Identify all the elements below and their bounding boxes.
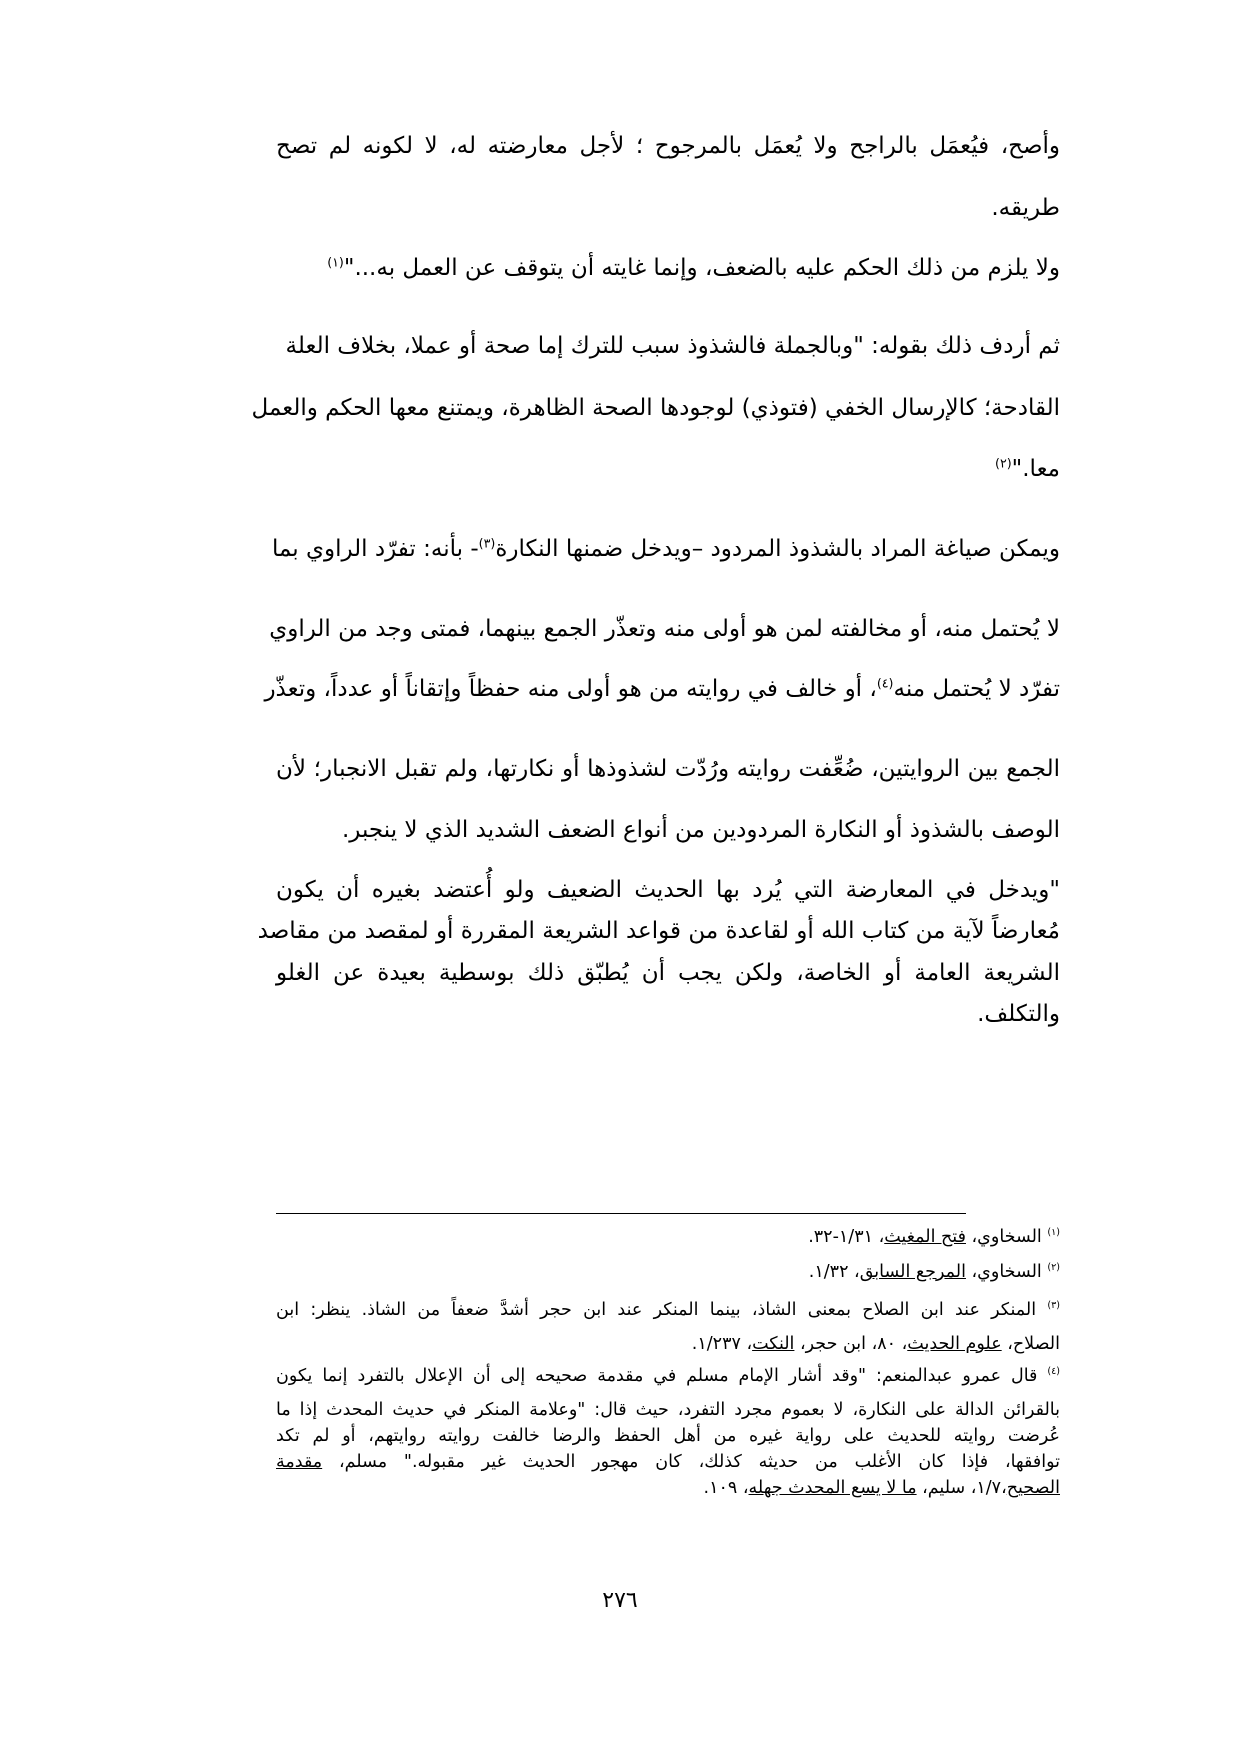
footnote-text: ، ١/٣٢. xyxy=(808,1262,860,1282)
footnote-ref: (٢) xyxy=(995,455,1012,471)
footnote-text: المنكر عند ابن الصلاح بمعنى الشاذ، بينما المنكر عند ابن حجر أشدَّ ضعفاً من الشاذ. ينظر: ابن xyxy=(276,1300,1048,1320)
footnote-4-line xyxy=(276,1452,1060,1472)
body-line xyxy=(327,254,1060,281)
footnote-text: ،١/٧، سليم، xyxy=(916,1478,1007,1498)
footnote-separator xyxy=(276,1213,966,1214)
quote-line: "ويدخل في المعارضة التي يُرد بها الحديث الضعيف ولو أُعتضد بغيره أن يكون xyxy=(276,877,1060,903)
footnote-text: الصلاح، xyxy=(1001,1334,1060,1354)
book-title: مقدمة xyxy=(276,1452,323,1472)
footnote-number: (٢) xyxy=(1047,1262,1060,1274)
footnote-text: ، ١/٢٣٧. xyxy=(691,1334,753,1354)
footnote-ref: (١) xyxy=(327,254,344,270)
body-line xyxy=(264,675,1060,702)
footnote-1 xyxy=(276,1227,1060,1247)
body-text: - بأنه: تفرّد الراوي بما xyxy=(271,536,479,562)
footnote-3 xyxy=(276,1300,1060,1320)
footnote-text: السخاوي، xyxy=(965,1262,1048,1282)
body-line xyxy=(276,456,1060,482)
footnote-4-line: عُرضت روايته للحديث على رواية غيره من أهل الحفظ والرضا خالفت روايته روايتهم، أو لم تكد xyxy=(276,1426,1060,1446)
body-line: طريقه. xyxy=(991,195,1060,221)
footnote-number: (٣) xyxy=(1047,1300,1060,1312)
body-text: ولا يلزم من ذلك الحكم عليه بالضعف، وإنما غايته أن يتوقف عن العمل به..." xyxy=(343,255,1060,281)
page-number: ٢٧٦ xyxy=(602,1588,638,1613)
body-line xyxy=(271,535,1060,562)
footnote-3-line xyxy=(276,1334,1060,1354)
book-title: فتح المغيث xyxy=(884,1227,966,1247)
body-line: الجمع بين الروايتين، ضُعِّفت روايته ورُدّت لشذوذها أو نكارتها، ولم تقبل الانجبار؛ لأن xyxy=(276,756,1060,782)
footnote-number: (٤) xyxy=(1047,1366,1060,1378)
book-title: النكت xyxy=(752,1334,795,1354)
book-title: ما لا يسع المحدث جهله xyxy=(748,1478,917,1498)
body-text: تفرّد لا يُحتمل منه xyxy=(893,676,1060,702)
footnote-text: السخاوي، xyxy=(965,1227,1048,1247)
quote-line: والتكلف. xyxy=(977,1001,1060,1027)
body-line: ثم أردف ذلك بقوله: "وبالجملة فالشذوذ سبب للترك إما صحة أو عملا، بخلاف العلة xyxy=(285,333,1060,359)
footnote-text: ، ٨٠، ابن حجر، xyxy=(794,1334,908,1354)
footnote-ref: (٣) xyxy=(478,535,496,551)
footnote-ref: (٤) xyxy=(876,675,894,691)
book-title: علوم الحديث xyxy=(907,1334,1002,1354)
body-text: معا." xyxy=(1011,456,1060,482)
footnote-4-line xyxy=(276,1478,1060,1498)
footnote-text: ، ١٠٩. xyxy=(703,1478,749,1498)
quote-line: مُعارضاً لآية من كتاب الله أو لقاعدة من قواعد الشريعة المقررة أو لمقصد من مقاصد xyxy=(257,918,1060,944)
body-line: لا يُحتمل منه، أو مخالفته لمن هو أولى منه وتعذّر الجمع بينهما، فمتى وجد من الراوي xyxy=(269,616,1060,642)
footnote-text: ، ١/٣١-٣٢. xyxy=(808,1227,885,1247)
footnote-text: توافقها، فإذا كان الأغلب من حديثه كذلك، كان مهجور الحديث غير مقبوله." مسلم، xyxy=(322,1452,1060,1472)
book-title: المرجع السابق xyxy=(859,1262,966,1282)
footnote-text: قال عمرو عبدالمنعم: "وقد أشار الإمام مسلم في مقدمة صحيحه إلى أن الإعلال بالتفرد إنما يكون xyxy=(276,1366,1048,1386)
footnote-number: (١) xyxy=(1047,1227,1060,1239)
body-text: ، أو خالف في روايته من هو أولى منه حفظاً وإتقاناً أو عدداً، وتعذّر xyxy=(264,676,877,702)
quote-line: الشريعة العامة أو الخاصة، ولكن يجب أن يُطبّق ذلك بوسطية بعيدة عن الغلو xyxy=(276,960,1060,986)
footnote-2 xyxy=(276,1262,1060,1282)
book-title: الصحيح xyxy=(1006,1478,1060,1498)
body-line: وأصح، فيُعمَل بالراجح ولا يُعمَل بالمرجوح ؛ لأجل معارضته له، لا لكونه لم تصح xyxy=(276,133,1060,159)
footnote-4 xyxy=(276,1366,1060,1386)
body-line: القادحة؛ كالإرسال الخفي (فتوذي) لوجودها الصحة الظاهرة، ويمتنع معها الحكم والعمل xyxy=(251,395,1060,421)
body-line: الوصف بالشذوذ أو النكارة المردودين من أنواع الضعف الشديد الذي لا ينجبر. xyxy=(341,817,1060,843)
footnote-4-line: بالقرائن الدالة على النكارة، لا بعموم مجرد التفرد، حيث قال: "وعلامة المنكر في حديث المحدث إذا ما xyxy=(276,1400,1060,1420)
body-text: ويمكن صياغة المراد بالشذوذ المردود –ويدخل ضمنها النكارة xyxy=(495,536,1060,562)
